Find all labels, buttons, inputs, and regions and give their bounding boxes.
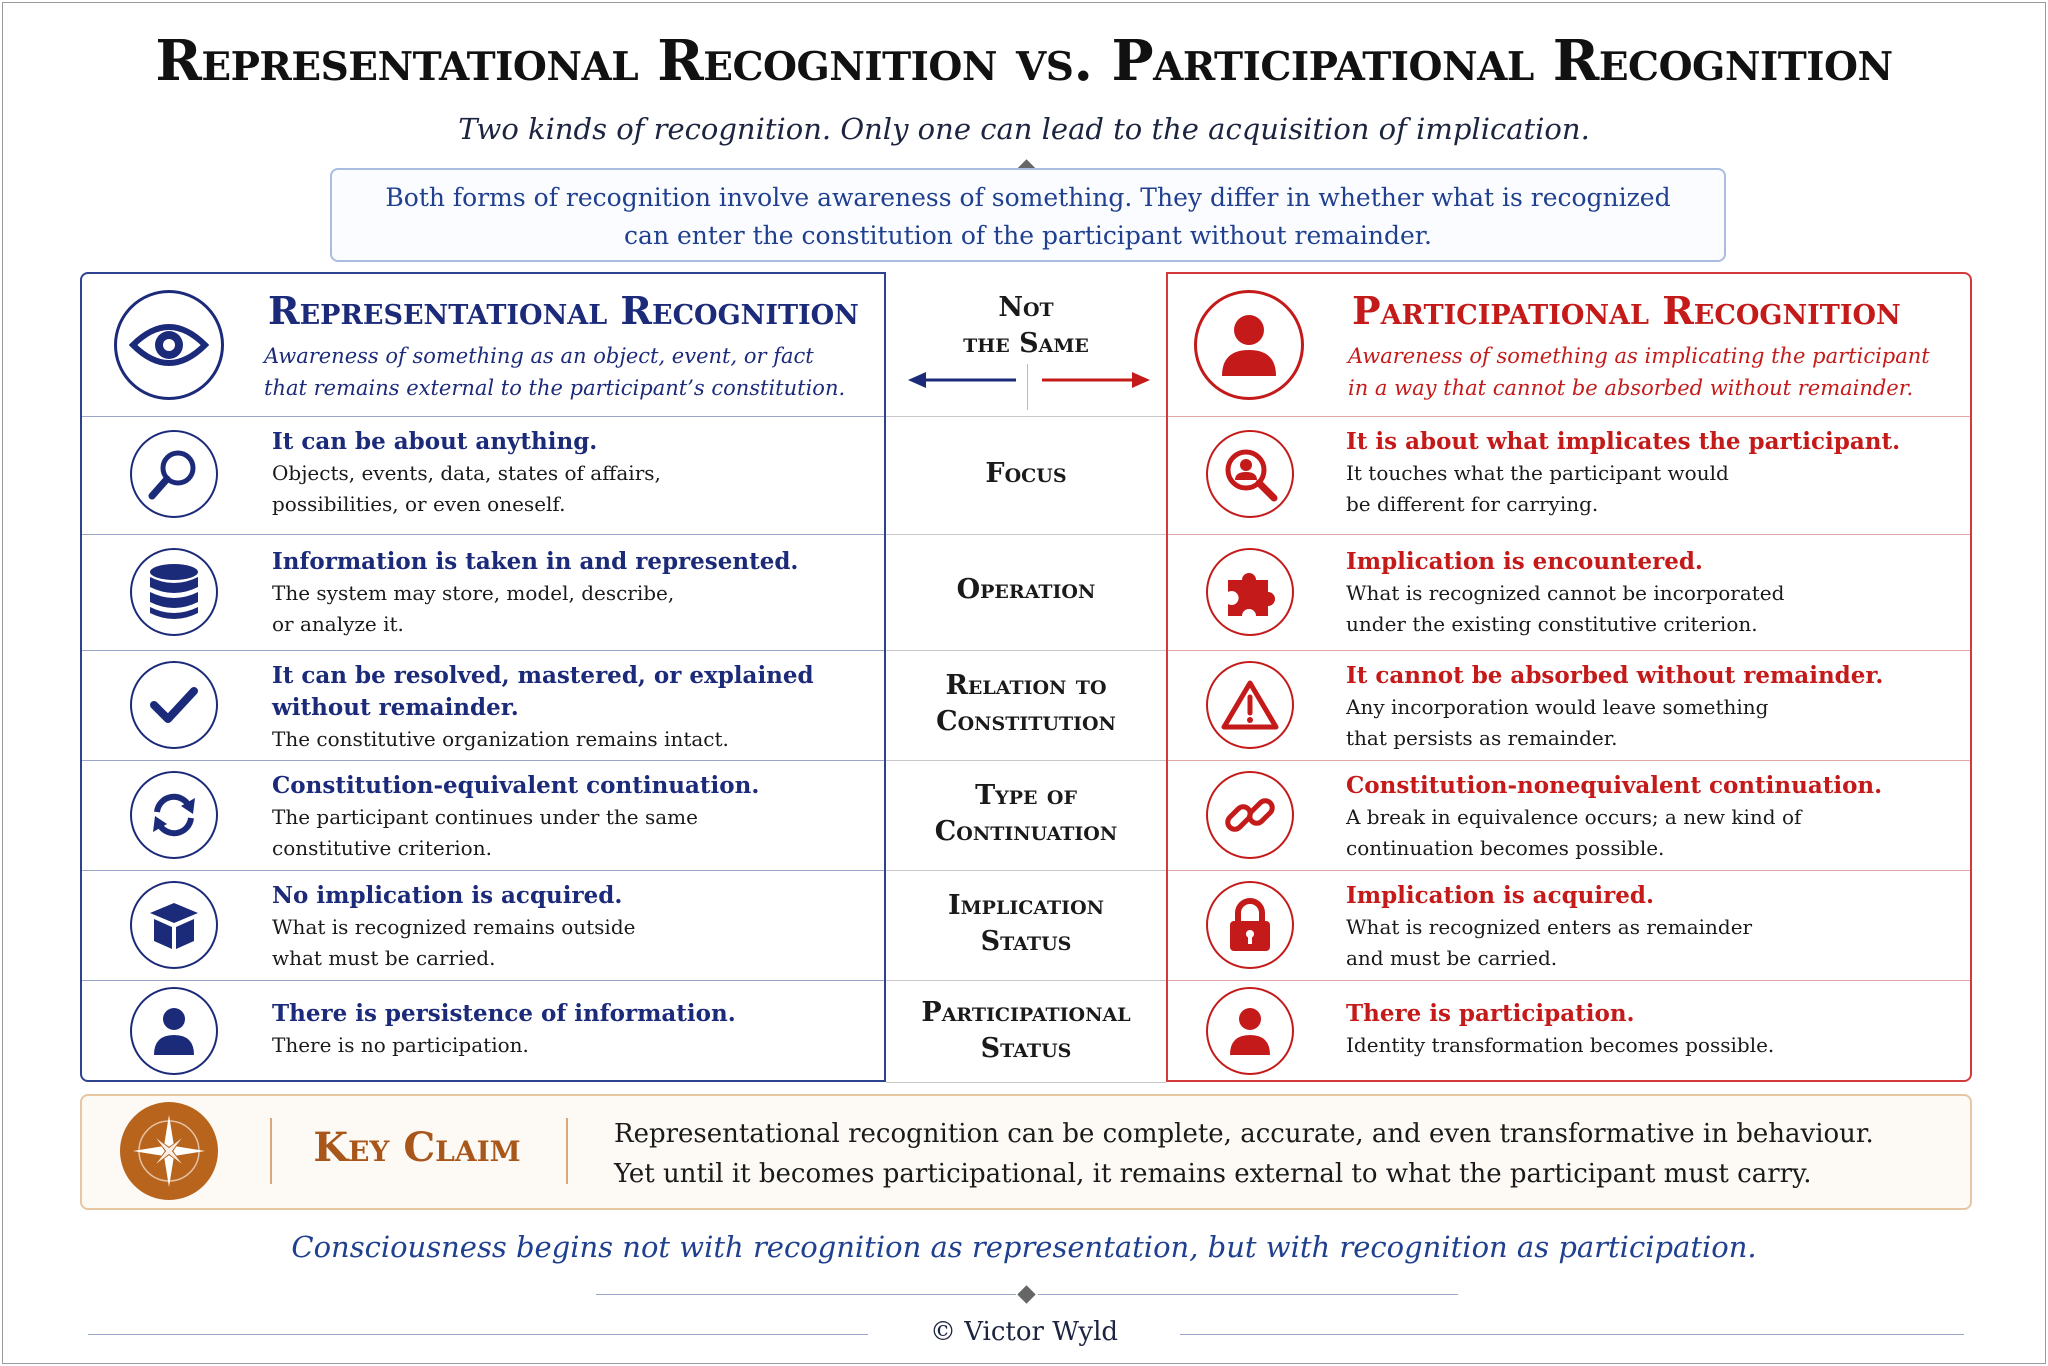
label-line: Type of [975, 780, 1077, 811]
divider-rule [1038, 1294, 1458, 1295]
row-heading: Implication is acquired. [1346, 882, 1654, 909]
label-line: Status [980, 1033, 1072, 1064]
row-body-line: There is no participation. [272, 1033, 529, 1057]
continuation-right-text [1346, 770, 1906, 864]
implication-left-text [272, 880, 832, 974]
row-heading: Constitution-equivalent continuation. [272, 772, 760, 799]
desc-line: Awareness of something as implicating the participant [1348, 344, 1930, 368]
label-line: Relation to [945, 670, 1107, 701]
label-line: the Same [963, 328, 1089, 359]
user-icon [1206, 987, 1294, 1075]
label-line: Focus [985, 458, 1067, 489]
label-line: Status [980, 926, 1072, 957]
row-label-operation [886, 572, 1166, 608]
search-person-icon [1206, 430, 1294, 518]
row-label-implication [886, 888, 1166, 960]
focus-left-text [272, 426, 832, 520]
eye-icon [114, 290, 224, 400]
row-body-line: It touches what the participant would [1346, 461, 1729, 485]
row-body-line: What is recognized remains outside [272, 915, 636, 939]
row-divider [82, 760, 884, 761]
row-divider [1168, 760, 1970, 761]
row-heading: It cannot be absorbed without remainder. [1346, 662, 1884, 689]
participational-desc [1348, 340, 1930, 404]
continuation-left-text [272, 770, 832, 864]
row-body-line: and must be carried. [1346, 946, 1558, 970]
label-line: Participational [921, 997, 1131, 1028]
desc-line: Awareness of something as an object, event, or fact [264, 344, 814, 368]
intro-box [330, 168, 1726, 262]
warning-icon [1206, 661, 1294, 749]
row-heading: Implication is encountered. [1346, 548, 1703, 575]
label-line: Continuation [934, 816, 1118, 847]
row-body-line: under the existing constitutive criterion. [1346, 612, 1758, 636]
row-heading: It can be about anything. [272, 428, 598, 455]
row-divider [82, 650, 884, 651]
label-line: Constitution [936, 706, 1116, 737]
row-body-line: The constitutive organization remains intact. [272, 727, 729, 751]
row-heading: Information is taken in and represented. [272, 548, 799, 575]
closing-statement: Consciousness begins not with recognition as representation, but with recognition as participation. [291, 1230, 1757, 1264]
row-divider [886, 650, 1166, 651]
row-heading: There is participation. [1346, 1000, 1635, 1027]
row-heading: It is about what implicates the participant. [1346, 428, 1901, 455]
open-box-icon [130, 881, 218, 969]
lock-icon [1206, 881, 1294, 969]
label-line: Operation [956, 574, 1096, 605]
focus-right-text [1346, 426, 1906, 520]
refresh-icon [130, 771, 218, 859]
row-divider [1168, 416, 1970, 417]
checkmark-icon [130, 661, 218, 749]
row-body-line: Any incorporation would leave something [1346, 695, 1769, 719]
row-body-line: continuation becomes possible. [1346, 836, 1665, 860]
arrow-left-icon [908, 370, 1018, 394]
row-divider [1168, 650, 1970, 651]
row-divider [886, 760, 1166, 761]
page-title: Representational Recognition vs. Participational Recognition [155, 28, 1893, 94]
row-body-line: Objects, events, data, states of affairs, [272, 461, 661, 485]
not-the-same-label [886, 290, 1166, 362]
intro-line: Both forms of recognition involve awareness of something. They differ in whether what is recognized [385, 183, 1671, 212]
row-body-line: what must be carried. [272, 946, 496, 970]
key-claim-text [614, 1114, 1914, 1194]
participation-right-text [1346, 998, 1906, 1061]
row-heading: without remainder. [272, 694, 519, 721]
row-heading: There is persistence of information. [272, 1000, 736, 1027]
row-body-line: be different for carrying. [1346, 492, 1599, 516]
person-icon [1194, 290, 1304, 400]
label-line: Implication [948, 890, 1104, 921]
row-divider [82, 870, 884, 871]
row-divider [886, 534, 1166, 535]
row-divider [82, 980, 884, 981]
magnifier-icon [130, 430, 218, 518]
row-body-line: or analyze it. [272, 612, 404, 636]
row-divider [82, 534, 884, 535]
intro-line: can enter the constitution of the participant without remainder. [624, 221, 1432, 250]
row-heading: It can be resolved, mastered, or explained [272, 662, 814, 689]
relation-right-text [1346, 660, 1906, 754]
representational-desc [264, 340, 845, 404]
implication-right-text [1346, 880, 1906, 974]
row-body-line: that persists as remainder. [1346, 726, 1618, 750]
claim-separator [270, 1118, 272, 1184]
operation-left-text [272, 546, 832, 640]
arrow-right-icon [1040, 370, 1150, 394]
row-divider [1168, 870, 1970, 871]
participational-title: Participational Recognition [1352, 288, 1901, 333]
row-divider [1168, 980, 1970, 981]
operation-right-text [1346, 546, 1906, 640]
copyright: © Victor Wyld [929, 1317, 1119, 1347]
desc-line: that remains external to the participant’s constitution. [264, 376, 846, 400]
row-body-line: The system may store, model, describe, [272, 581, 675, 605]
row-label-relation [886, 668, 1166, 740]
desc-line: in a way that cannot be absorbed without remainder. [1348, 376, 1914, 400]
user-icon [130, 987, 218, 1075]
row-divider [886, 980, 1166, 981]
row-divider [886, 416, 1166, 417]
row-label-focus [886, 456, 1166, 492]
relation-left-text [272, 660, 832, 755]
row-divider [1168, 534, 1970, 535]
row-heading: Constitution-nonequivalent continuation. [1346, 772, 1883, 799]
compass-star-icon [120, 1102, 218, 1200]
representational-title: Representational Recognition [268, 288, 859, 333]
row-body-line: What is recognized cannot be incorporated [1346, 581, 1785, 605]
participation-left-text [272, 998, 832, 1061]
label-line: Not [998, 292, 1054, 323]
row-body-line: What is recognized enters as remainder [1346, 915, 1753, 939]
row-body-line: The participant continues under the same [272, 805, 698, 829]
row-body-line: possibilities, or even oneself. [272, 492, 566, 516]
row-heading: No implication is acquired. [272, 882, 623, 909]
claim-line: Yet until it becomes participational, it remains external to what the participant must carry. [614, 1159, 1812, 1189]
divider-rule [596, 1294, 1016, 1295]
claim-line: Representational recognition can be complete, accurate, and even transformative in behaviour. [614, 1119, 1874, 1149]
row-divider [886, 1082, 1166, 1083]
row-divider [886, 870, 1166, 871]
row-label-participation [886, 995, 1166, 1067]
broken-link-icon [1206, 771, 1294, 859]
row-divider [82, 416, 884, 417]
row-label-continuation [886, 778, 1166, 850]
row-body-line: constitutive criterion. [272, 836, 492, 860]
claim-separator [566, 1118, 568, 1184]
database-icon [130, 548, 218, 636]
row-body-line: A break in equivalence occurs; a new kind of [1346, 805, 1802, 829]
puzzle-icon [1206, 548, 1294, 636]
key-claim-label: Key Claim [313, 1124, 521, 1171]
row-body-line: Identity transformation becomes possible. [1346, 1033, 1775, 1057]
page-subtitle: Two kinds of recognition. Only one can lead to the acquisition of implication. [458, 112, 1590, 146]
center-divider [1027, 364, 1028, 410]
